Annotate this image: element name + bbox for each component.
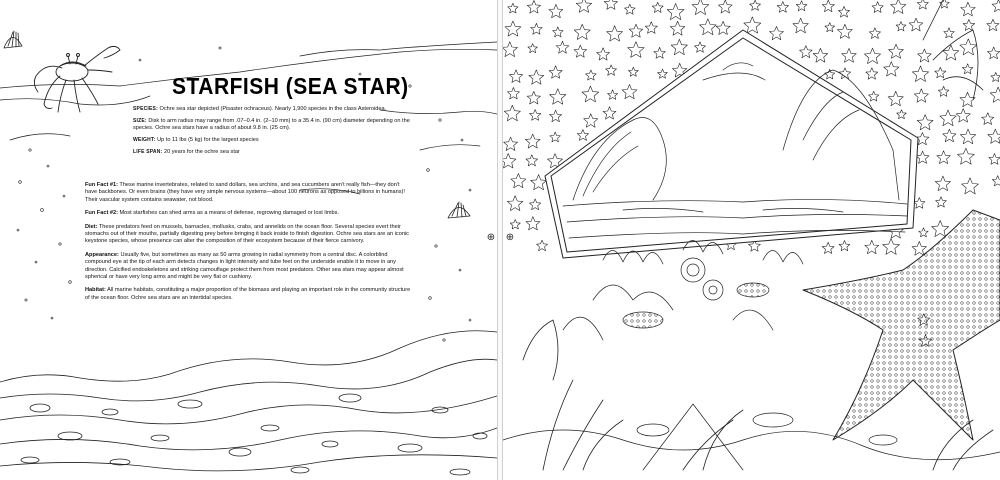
scallop-shell-top-left — [4, 31, 22, 48]
background-star-icon — [529, 199, 540, 210]
fun-fact-1 — [85, 182, 411, 204]
background-star-icon — [645, 22, 657, 34]
background-star-icon — [884, 62, 899, 77]
background-star-icon — [800, 46, 813, 58]
background-star-icon — [577, 130, 588, 141]
background-star-icon — [796, 1, 807, 11]
background-star-icon — [504, 137, 518, 150]
background-star-icon — [837, 24, 852, 38]
background-star-icon — [864, 48, 880, 64]
background-star-icon — [990, 87, 1000, 102]
background-star-icon — [508, 3, 518, 13]
stat-label: LIFE SPAN: — [133, 149, 163, 156]
background-star-icon — [597, 48, 610, 60]
background-star-icon — [574, 45, 587, 57]
background-star-icon — [883, 239, 900, 255]
background-star-icon — [507, 87, 519, 99]
background-star-icon — [943, 45, 959, 60]
background-star-icon — [865, 240, 879, 253]
background-star-icon — [944, 28, 955, 38]
background-star-icon — [507, 196, 523, 211]
background-star-icon — [750, 0, 761, 10]
background-star-icon — [987, 19, 999, 31]
stat-text: Up to 11 lbs (5 kg) for the largest species — [157, 137, 259, 144]
background-star-icon — [586, 70, 597, 80]
background-star-icon — [658, 69, 668, 78]
background-star-icon — [982, 113, 994, 125]
background-star-icon — [603, 107, 616, 119]
background-star-icon — [503, 154, 516, 169]
scallop-shell-right — [448, 202, 470, 218]
species-stats — [133, 106, 411, 161]
left-page — [0, 0, 497, 480]
fun-fact-2 — [85, 210, 411, 217]
page-title: STARFISH (SEA STAR) — [172, 74, 409, 100]
background-star-icon — [842, 48, 857, 62]
background-star-icon — [813, 48, 828, 62]
background-star-icon — [526, 217, 540, 230]
background-star-icon — [935, 176, 950, 191]
registration-mark-icon: ⊕ — [486, 232, 496, 243]
background-star-icon — [838, 6, 849, 17]
background-star-icon — [667, 4, 684, 20]
background-star-icon — [957, 148, 974, 164]
background-star-icon — [670, 21, 685, 35]
background-star-icon — [866, 68, 878, 79]
background-star-icon — [825, 69, 835, 79]
background-star-icon — [992, 0, 1000, 12]
background-star-icon — [629, 67, 639, 76]
paragraph-text: These predators feed on mussels, barnacles, mollusks, crabs, and annelids on the ocean floor. Several species evert their stomachs out of their mouths, partially digesting prey before bringing it back inside to finish digestion. Ochre sea stars are an iconic keystone species, whose presence can alter the composition of their ecosystem because of their fierce carnivory. — [85, 223, 409, 245]
background-star-icon — [918, 49, 932, 62]
background-star-icon — [549, 4, 563, 17]
background-star-icon — [503, 42, 518, 57]
registration-mark-icon: ⊕ — [505, 232, 515, 243]
background-star-icon — [529, 70, 544, 84]
stat-weight — [133, 137, 411, 144]
background-star-icon — [510, 220, 520, 230]
background-star-icon — [700, 19, 717, 35]
background-star-icon — [960, 129, 976, 144]
beach-foam — [0, 331, 497, 475]
background-star-icon — [505, 21, 521, 36]
stat-species — [133, 106, 411, 113]
background-star-icon — [556, 41, 569, 53]
paragraph-text: Usually five, but sometimes as many as 50 arms growing in radial symmetry from a central disc. A colorblind compound eye at the tip of each arm detects changes in light intensity and tube feet on the underside enable it to move in any direction. Calcified endoskeletons and striking camouflage protect them from most predators. Other sea stars may appear almost spherical or have very long arms and might be very flat or cushiony. — [85, 251, 404, 281]
background-star-icon — [574, 24, 590, 39]
paragraph-label: Fun Fact #1: — [85, 182, 118, 188]
pentagon-frame — [545, 30, 918, 258]
stat-text: Disk to arm radius may range from .07–0.4 in. (2–10 mm) to a 35.4 in. (90 cm) diameter depending on the species. Ochre sea stars have a radius of about 9.8 in. (25 cm). — [133, 118, 410, 132]
right-page — [503, 0, 1000, 480]
background-star-icon — [960, 39, 977, 55]
background-star-icon — [961, 2, 976, 16]
background-star-icon — [943, 129, 956, 142]
background-star-icon — [839, 68, 851, 79]
paragraph-label: Fun Fact #2: — [85, 210, 118, 217]
background-star-icon — [527, 0, 540, 13]
background-star-icon — [935, 67, 946, 78]
background-star-icon — [956, 109, 970, 123]
background-star-icon — [888, 91, 903, 105]
background-star-icon — [582, 86, 599, 102]
stat-text: Ochre sea star depicted (Pisaster ochraceus). Nearly 1,900 species in the class Asteroidea. — [159, 106, 387, 112]
background-star-icon — [938, 86, 949, 96]
background-star-icon — [607, 26, 623, 41]
background-star-icon — [936, 197, 947, 207]
background-star-icon — [629, 24, 643, 37]
background-star-icon — [509, 70, 522, 83]
background-star-icon — [822, 0, 834, 12]
background-star-icon — [917, 115, 933, 130]
stat-text: 20 years for the ochre sea star — [163, 149, 240, 156]
background-star-icon — [989, 154, 1000, 165]
background-star-icon — [777, 2, 788, 13]
background-star-icon — [526, 155, 538, 166]
background-star-icon — [695, 42, 706, 52]
starfish-illustration — [803, 210, 1000, 440]
paragraph-label: Diet: — [85, 223, 98, 230]
paragraph-text: These marine invertebrates, related to sand dollars, sea urchins, and sea cucumbers aren't really fish—they don't have backbones. Or even brains (they have very simple nervous systems—about 100 neurons as opposed to billions in humans)! Their vascular system contains seawater, not blood. — [85, 182, 405, 203]
background-star-icon — [992, 176, 1000, 186]
appearance-paragraph — [85, 252, 411, 282]
background-star-icon — [839, 241, 850, 251]
background-star-icon — [528, 44, 538, 53]
background-star-icon — [914, 198, 925, 209]
background-star-icon — [869, 28, 880, 39]
background-star-icon — [550, 132, 561, 142]
background-star-icon — [654, 47, 666, 58]
background-star-icon — [872, 2, 883, 13]
background-star-icon — [932, 221, 949, 237]
stat-label: SPECIES: — [133, 106, 158, 112]
background-star-icon — [671, 39, 687, 55]
background-star-icon — [531, 175, 547, 190]
background-star-icon — [550, 89, 566, 105]
background-star-icon — [718, 0, 732, 13]
background-star-icon — [576, 0, 592, 12]
habitat-paragraph — [85, 287, 411, 302]
background-star-icon — [606, 65, 617, 76]
background-star-icon — [793, 18, 809, 33]
background-star-icon — [962, 178, 979, 194]
background-star-icon — [628, 42, 645, 58]
background-star-icon — [584, 114, 598, 128]
background-star-icon — [909, 18, 923, 31]
background-star-icon — [825, 23, 835, 32]
background-star-icon — [912, 66, 928, 82]
starfish-coloring-illustration — [503, 0, 1000, 480]
background-star-icon — [537, 240, 548, 251]
background-star-icon — [550, 110, 562, 122]
background-star-icon — [912, 241, 927, 255]
background-star-icon — [987, 47, 1000, 59]
background-star-icon — [891, 0, 906, 14]
background-star-icon — [549, 66, 562, 78]
background-star-icon — [991, 72, 1000, 81]
background-star-icon — [531, 23, 543, 34]
paragraph-label: Habitat: — [85, 287, 106, 294]
fact-paragraphs — [85, 182, 411, 308]
seafloor — [503, 404, 1000, 470]
paragraph-text: Most starfishes can shed arms as a means of defense, regrowing damaged or lost limbs. — [119, 210, 340, 217]
background-star-icon — [525, 134, 540, 148]
diet-paragraph — [85, 224, 411, 246]
background-star-icon — [770, 26, 784, 39]
background-star-icon — [608, 90, 618, 100]
stat-label: SIZE: — [133, 118, 147, 124]
background-star-icon — [916, 151, 929, 163]
background-star-icon — [553, 27, 564, 37]
background-star-icon — [896, 22, 906, 31]
background-star-icon — [716, 21, 730, 34]
background-star-icon — [897, 110, 907, 119]
background-star-icon — [869, 91, 879, 101]
background-star-icon — [988, 129, 1000, 143]
background-star-icon — [530, 110, 541, 121]
paragraph-label: Appearance: — [85, 251, 119, 258]
stat-label: WEIGHT: — [133, 137, 156, 144]
background-star-icon — [744, 17, 761, 33]
stat-size — [133, 118, 411, 133]
background-star-icon — [511, 174, 526, 188]
background-star-icon — [940, 110, 956, 126]
background-star-icon — [504, 105, 520, 121]
background-star-icon — [917, 0, 928, 9]
background-star-icon — [914, 89, 928, 103]
background-star-icon — [622, 84, 637, 98]
background-star-icon — [822, 242, 834, 253]
crab-illustration — [34, 46, 120, 112]
background-star-icon — [604, 0, 617, 9]
background-star-icon — [527, 91, 540, 104]
background-star-icon — [889, 44, 904, 58]
stat-life-span — [133, 149, 411, 156]
background-star-icon — [625, 4, 636, 14]
background-star-icon — [937, 151, 951, 164]
background-star-icon — [692, 0, 709, 15]
background-star-icon — [652, 2, 663, 12]
background-star-icon — [919, 228, 929, 237]
paragraph-text: All marine habitats, constituting a major proportion of the biomass and playing an important role in the community structure of the ocean floor. Ochre sea stars are an intertidal species. — [85, 287, 411, 301]
background-star-icon — [962, 64, 973, 74]
background-star-icon — [963, 19, 975, 30]
